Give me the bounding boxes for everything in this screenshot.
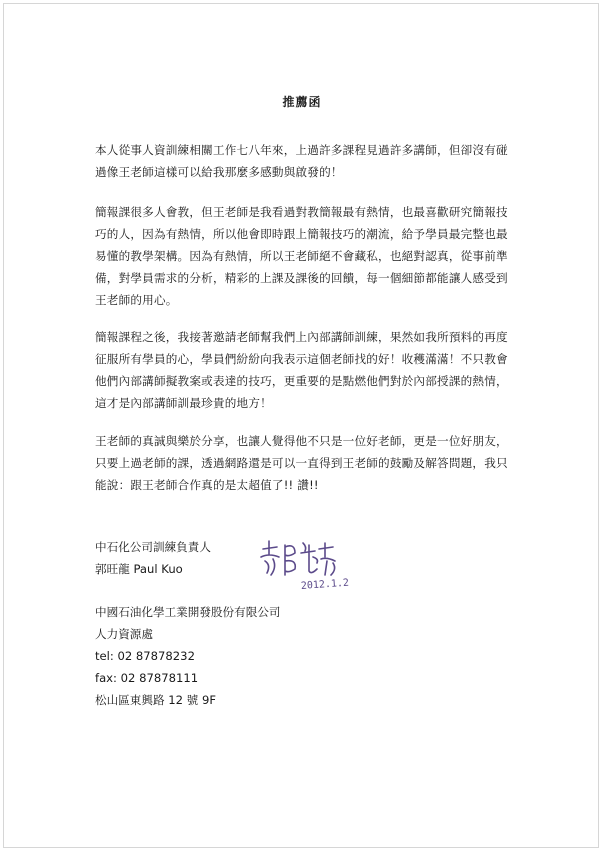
paragraph-line: 他們內部講師擬教案或表達的技巧，更重要的是點燃他們對於內部授課的熱情， [95,374,508,388]
paragraph-2 [95,201,535,311]
paragraph-line: 王老師的真誠與樂於分享，也讓人覺得他不只是一位好老師，更是一位好朋友， [95,434,508,448]
company-tel: tel: 02 87878232 [95,649,195,663]
company-address: 松山區東興路 12 號 9F [95,693,217,707]
paragraph-line: 能說：跟王老師合作真的是太超值了!! 讚!! [95,478,319,492]
paragraph-line: 過像王老師這樣可以給我那麼多感動與啟發的！ [95,165,343,179]
paragraph-line: 備，對學員需求的分析，精彩的上課及課後的回饋，每一個細節都能讓人感受到 [95,271,508,285]
company-fax: fax: 02 87878111 [95,671,199,685]
paragraph-line: 巧的人，因為有熱情，所以他會即時跟上簡報技巧的潮流，給予學員最完整也最 [95,227,508,241]
paragraph-line: 簡報課很多人會教，但王老師是我看過對教簡報最有熱情，也最喜歡研究簡報技 [95,205,508,219]
company-department: 人力資源處 [95,627,153,641]
paragraph-line: 征服所有學員的心，學員們紛紛向我表示這個老師找的好！收穫滿滿！不只教會 [95,352,508,366]
paragraph-line: 王老師的用心。 [95,293,178,307]
letter-title: 推薦函 [282,95,322,109]
paragraph-line: 簡報課程之後，我接著邀請老師幫我們上內部講師訓練，果然如我所預料的再度 [95,330,508,344]
signer-role: 中石化公司訓練負責人 [95,540,211,554]
paragraph-line: 只要上過老師的課，透過網路還是可以一直得到王老師的鼓勵及解答問題，我只 [95,456,508,470]
company-name: 中國石油化學工業開發股份有限公司 [95,605,281,619]
paragraph-3 [95,326,535,414]
paragraph-4 [95,430,535,496]
paragraph-line: 本人從事人資訓練相關工作七八年來，上過許多課程見過許多講師，但卻沒有碰 [95,143,508,157]
signer-name: 郭旺龍 Paul Kuo [95,562,183,576]
signature-date: 2012.1.2 [300,577,350,592]
handwritten-signature [255,535,395,595]
paragraph-1 [95,139,535,183]
paragraph-line: 易懂的教學架構。因為有熱情，所以王老師絕不會藏私，也絕對認真，從事前準 [95,249,508,263]
paragraph-line: 這才是內部講師訓最珍貴的地方！ [95,396,272,410]
letter-page [3,3,599,848]
